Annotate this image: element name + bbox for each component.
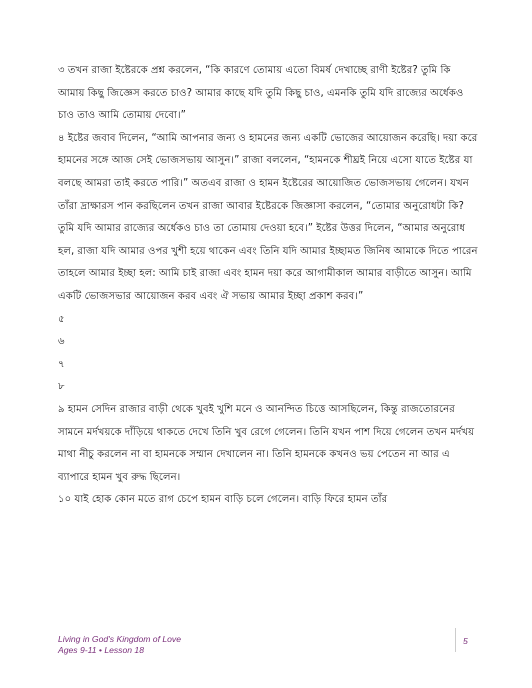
page-number: 5 bbox=[463, 636, 468, 646]
footer-divider bbox=[455, 628, 456, 652]
footer-lesson-label: Ages 9-11 • Lesson 18 bbox=[58, 645, 144, 655]
paragraph-verse-9: ৯ হামন সেদিন রাজার বাড়ী থেকে খুবই খুশি মনে ও আনন্দিত চিত্তে আসছিলেন, কিন্তু রাজতোরনের সামনে মর্দখয়কে দাঁড়িয়ে থাকতে দেখে তিনি খুব রেগে গেলেন। তিনি যখন পাশ দিয়ে গেলেন তখন মর্দখয় মাথা নীচু করলেন না বা হামনকে সম্মান দেখালেন না। তিনি হামনকে কখনও ভয় পেতেন না আর এ ব্যাপারে হামন খুব রুদ্ধ ছিলেন। bbox=[58, 403, 475, 483]
paragraph-verse-3: ৩ তখন রাজা ইষ্টেরকে প্রশ্ন করলেন, “কি কারণে তোমায় এতো বিমর্ষ দেখাচ্ছে রাণী ইষ্টের? তুমি কি আমায় কিছু জিজ্ঞেস করতে চাও? আমার কাছে যদি তুমি কিছু চাও, এমনকি তুমি যদি রাজ্যের অর্ধেকও চাও তাও আমি তোমায় দেবো।” bbox=[58, 65, 464, 122]
footer-lesson-info bbox=[58, 634, 181, 656]
verse-number-5: ৫ bbox=[58, 313, 65, 325]
paragraph-verse-10: ১০ যাই হোক কোন মতে রাগ চেপে হামন বাড়ি চলে গেলেন। বাড়ি ফিরে হামন তাঁর bbox=[58, 494, 388, 506]
verse-number-6: ৬ bbox=[58, 336, 65, 348]
verse-number-8: ৮ bbox=[58, 381, 65, 393]
verse-number-7: ৭ bbox=[58, 358, 65, 370]
paragraph-verse-4: ৪ ইষ্টের জবাব দিলেন, “আমি আপনার জন্য ও হামনের জন্য একটি ভোজের আয়োজন করেছি। দয়া করে হামনের সঙ্গে আজ সেই ভোজসভায় আসুন।” রাজা বললেন, “হামনকে শীঘ্রই নিয়ে এসো যাতে ইষ্টের যা বলছে আমরা তাই করতে পারি।” অতএব রাজা ও হামন ইষ্টেরের আয়োজিত ভোজসভায় গেলেন। যখন তাঁরা দ্রাক্ষারস পান করছিলেন তখন রাজা আবার ইষ্টেরকে জিজ্ঞাসা করলেন, “তোমার অনুরোধটা কি? তুমি যদি আমার রাজ্যের অর্ধেকও চাও তা তোমায় দেওয়া হবে।” ইষ্টের উত্তর দিলেন, “আমার অনুরোধ হল, রাজা যদি আমার ওপর খুশী হয়ে থাকেন এবং তিনি যদি আমার ইচ্ছামত জিনিষ আমাকে দিতে পারেন তাহলে আমার ইচ্ছা হল: আমি চাই রাজা এবং হামন দয়া করে আগামীকাল আমার বাড়ীতে আসুন। আমি একটি ভোজসভার আয়োজন করব এবং ঐ সভায় আমার ইচ্ছা প্রকাশ করব।” bbox=[58, 132, 478, 302]
document-body bbox=[58, 60, 478, 512]
footer-series-title: Living in God's Kingdom of Love bbox=[58, 634, 181, 644]
